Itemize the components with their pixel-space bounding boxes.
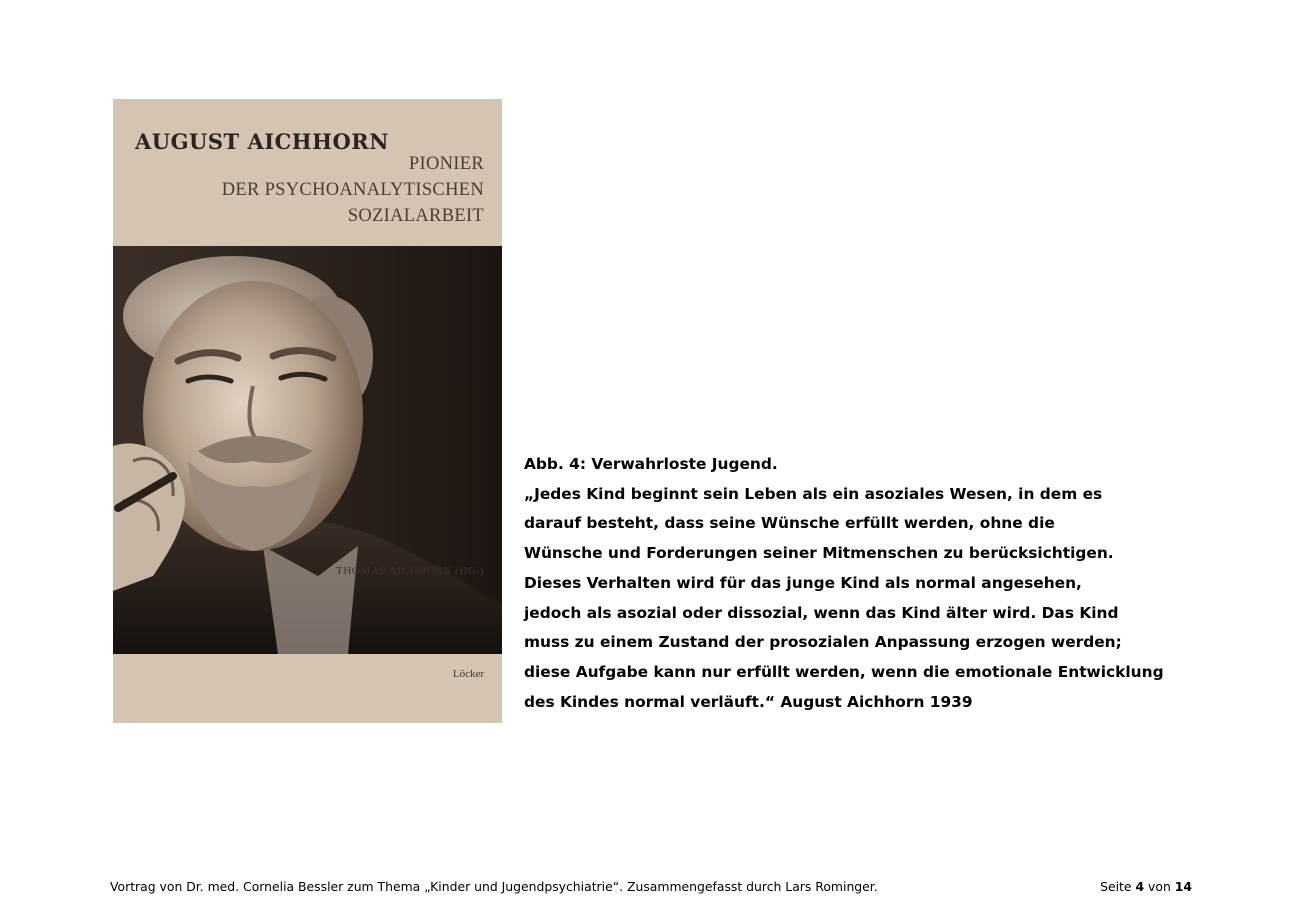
cover-editor: THOMAS AICHHORN (HG.) bbox=[336, 565, 484, 577]
page-total: 14 bbox=[1174, 879, 1192, 894]
quote-line: diese Aufgabe kann nur erfüllt werden, wenn die emotionale Entwicklung bbox=[524, 662, 1164, 681]
figure-caption bbox=[524, 450, 1224, 717]
caption-title: Abb. 4: Verwahrloste Jugend. bbox=[524, 455, 778, 473]
footer-text: Vortrag von Dr. med. Cornelia Bessler zum Thema „Kinder und Jugendpsychiatrie“. Zusammengefasst durch Lars Rominger. bbox=[110, 879, 878, 894]
portrait-photo bbox=[113, 246, 502, 654]
quote-line: jedoch als asozial oder dissozial, wenn das Kind älter wird. Das Kind bbox=[524, 603, 1119, 622]
page-prefix: Seite bbox=[1100, 879, 1136, 894]
quote-line: darauf besteht, dass seine Wünsche erfüllt werden, ohne die bbox=[524, 514, 1055, 533]
page-number bbox=[1100, 879, 1192, 894]
quote-line: des Kindes normal verläuft.“ August Aichhorn 1939 bbox=[524, 692, 973, 711]
quote-line: muss zu einem Zustand der prosozialen Anpassung erzogen werden; bbox=[524, 633, 1122, 652]
book-cover bbox=[113, 99, 502, 723]
page-middle: von bbox=[1144, 879, 1175, 894]
quote-line: Wünsche und Forderungen seiner Mitmenschen zu berücksichtigen. bbox=[524, 544, 1114, 563]
cover-subtitle-line: SOZIALARBEIT bbox=[347, 206, 484, 226]
cover-author: AUGUST AICHHORN bbox=[135, 129, 389, 154]
quote-line: „Jedes Kind beginnt sein Leben als ein asoziales Wesen, in dem es bbox=[524, 484, 1103, 503]
page-current: 4 bbox=[1135, 879, 1145, 894]
cover-publisher: Löcker bbox=[452, 668, 484, 680]
cover-subtitle bbox=[222, 151, 484, 229]
quote-line: Dieses Verhalten wird für das junge Kind als normal angesehen, bbox=[524, 573, 1082, 592]
cover-subtitle-line: DER PSYCHOANALYTISCHEN bbox=[221, 180, 484, 200]
cover-subtitle-line: PIONIER bbox=[408, 154, 484, 174]
